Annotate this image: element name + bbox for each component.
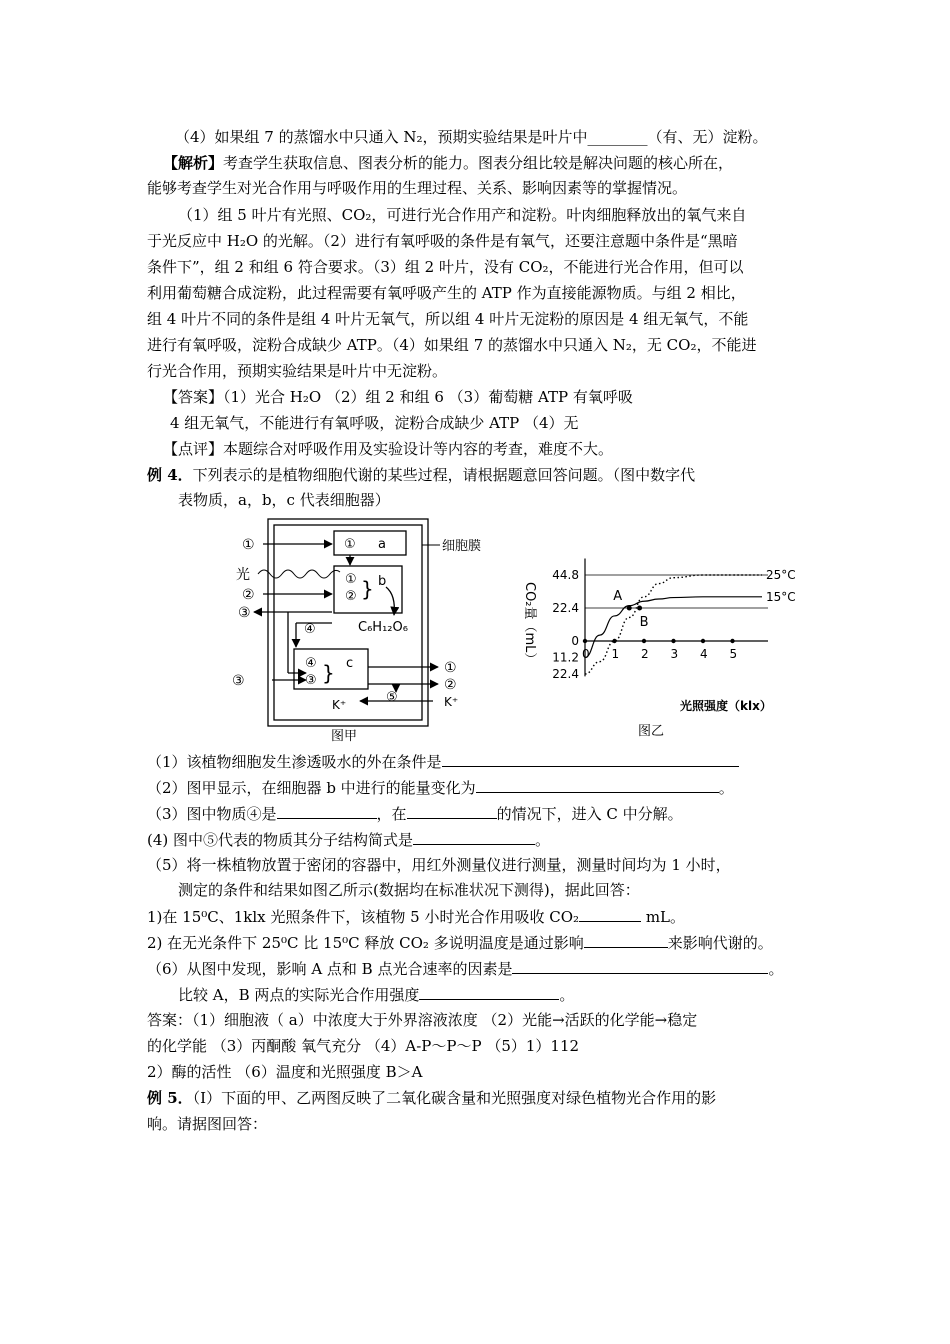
x-tick-label: 2 bbox=[641, 647, 649, 661]
q4-prev-line: （4）如果组 7 的蒸馏水中只通入 N₂，预期实验结果是叶片中________（有、无）淀粉。 bbox=[175, 128, 768, 146]
answer-blank-6a[interactable] bbox=[512, 958, 768, 974]
jia-label-a: a bbox=[378, 537, 386, 552]
series-label: 15°C bbox=[766, 589, 796, 604]
jia-m1-right: ① bbox=[444, 660, 457, 676]
example-4-line-1 bbox=[147, 465, 695, 485]
example-4-line-2: 表物质，a，b，c 代表细胞器） bbox=[178, 491, 390, 509]
question-5-sub-1-text: 1)在 15⁰C、1klx 光照条件下，该植物 5 小时光合作用吸收 CO₂ bbox=[147, 908, 580, 926]
x-tick-label: 3 bbox=[670, 647, 679, 661]
example-5-label: 例 5． bbox=[147, 1089, 193, 1107]
question-6-end-2: 。 bbox=[559, 986, 575, 1004]
jia-label-c: c bbox=[346, 656, 354, 671]
question-3-line bbox=[147, 803, 683, 824]
figure-jia bbox=[228, 515, 500, 745]
question-6-line-1 bbox=[147, 958, 784, 979]
x-tick-dot bbox=[642, 639, 646, 643]
jia-kplus-outside: K⁺ bbox=[444, 695, 459, 709]
series-label: 25°C bbox=[766, 568, 796, 582]
jia-m2-right: ② bbox=[444, 677, 457, 693]
jia-membrane-label: 细胞膜 bbox=[442, 539, 482, 554]
question-2-end: 。 bbox=[718, 779, 734, 797]
chart-xlabel: 光照强度（klx） bbox=[680, 699, 772, 713]
question-5-sub-2-text: 2) 在无光条件下 25⁰C 比 15⁰C 释放 CO₂ 多说明温度是通过影响 bbox=[147, 934, 584, 952]
question-6-text: （6）从图中发现，影响 A 点和 B 点光合速率的因素是 bbox=[147, 960, 513, 978]
answer-line-2: 4 组无氧气，不能进行有氧呼吸，淀粉合成缺少 ATP （4）无 bbox=[170, 414, 579, 432]
jia-m1-a: ① bbox=[344, 537, 356, 552]
question-5-line-1: （5）将一株植物放置于密闭的容器中，用红外测量仪进行测量，测量时间均为 1 小时， bbox=[147, 856, 731, 874]
jia-m1-b: ① bbox=[345, 572, 357, 587]
y-tick-label: 22.4 bbox=[552, 601, 579, 615]
analysis-p3: 条件下”，组 2 和组 6 符合要求。（3）组 2 叶片，没有 CO₂，不能进行光合作用，但可以 bbox=[147, 258, 744, 276]
jia-light-label: 光 bbox=[236, 567, 250, 583]
answer-4-line-1: 答案：（1）细胞液（ a）中浓度大于外界溶液浓度 （2）光能→活跃的化学能→稳定 bbox=[147, 1011, 698, 1029]
example-4-label: 例 4． bbox=[147, 466, 193, 484]
example-5-line-1 bbox=[147, 1088, 716, 1108]
question-2-line bbox=[147, 777, 734, 798]
review-line: 【点评】本题综合对呼吸作用及实验设计等内容的考查，难度不大。 bbox=[163, 440, 614, 458]
answer-blank-1[interactable] bbox=[442, 751, 739, 767]
example-4-text-1: 下列表示的是植物细胞代谢的某些过程，请根据题意回答问题。（图中数字代 bbox=[192, 466, 696, 484]
answer-blank-4[interactable] bbox=[413, 829, 535, 845]
analysis-p5: 组 4 叶片不同的条件是组 4 叶片无氧气，所以组 4 叶片无淀粉的原因是 4 组无氧气，不能 bbox=[147, 310, 749, 328]
analysis-p6: 进行有氧呼吸，淀粉合成缺少 ATP。（4）如果组 7 的蒸馏水中只通入 N₂，无 CO₂，不能进 bbox=[147, 336, 757, 354]
x-tick-dot bbox=[583, 639, 587, 643]
y-tick-label: 44.8 bbox=[552, 568, 579, 582]
x-tick-label: 0 bbox=[582, 647, 590, 661]
analysis-text-1: 考查学生获取信息、图表分析的能力。图表分组比较是解决问题的核心所在， bbox=[223, 154, 734, 172]
question-6-line-2 bbox=[178, 984, 574, 1005]
question-5-sub-2 bbox=[147, 932, 773, 953]
jia-m3-left: ③ bbox=[238, 605, 251, 621]
analysis-p7: 行光合作用，预期实验结果是叶片中无淀粉。 bbox=[147, 362, 448, 380]
jia-label-b: b bbox=[378, 574, 387, 589]
x-tick-dot bbox=[701, 639, 705, 643]
x-tick-dot bbox=[730, 639, 734, 643]
example-5-line-2: 响。请据图回答： bbox=[147, 1115, 268, 1133]
jia-brace-c: } bbox=[322, 661, 335, 685]
question-4-text: (4) 图中⑤代表的物质其分子结构简式是 bbox=[147, 831, 414, 849]
question-4-line bbox=[147, 829, 550, 850]
analysis-line-1 bbox=[163, 153, 733, 173]
answer-blank-5b[interactable] bbox=[584, 932, 668, 948]
chart-ylabel: CO₂量（mL） bbox=[522, 582, 537, 666]
jia-kplus-inside: K⁺ bbox=[332, 698, 347, 712]
analysis-label: 【解析】 bbox=[163, 154, 224, 172]
x-tick-label: 1 bbox=[611, 647, 620, 661]
question-4-end: 。 bbox=[535, 831, 551, 849]
analysis-line-2: 能够考查学生对光合作用与呼吸作用的生理过程、关系、影响因素等的掌握情况。 bbox=[147, 179, 688, 197]
question-1-text: （1）该植物细胞发生渗透吸水的外在条件是 bbox=[147, 753, 442, 771]
question-6-text-2: 比较 A，B 两点的实际光合作用强度 bbox=[178, 986, 420, 1004]
answer-line-1: 【答案】（1）光合 H₂O （2）组 2 和组 6 （3）葡萄糖 ATP 有氧呼吸 bbox=[163, 388, 633, 406]
answer-blank-2[interactable] bbox=[476, 777, 719, 793]
jia-m3-left-2: ③ bbox=[232, 673, 245, 689]
example-5-text-1: （Ⅰ）下面的甲、乙两图反映了二氧化碳含量和光照强度对绿色植物光合作用的影 bbox=[192, 1089, 717, 1107]
jia-m1-left: ① bbox=[242, 537, 255, 553]
analysis-p2: 于光反应中 H₂O 的光解。（2）进行有氧呼吸的条件是有氧气，还要注意题中条件是“黑暗 bbox=[147, 232, 738, 250]
jia-m2-b: ② bbox=[345, 589, 357, 604]
x-tick-dot bbox=[671, 639, 675, 643]
chart-title: 图乙 bbox=[638, 724, 665, 739]
answer-blank-5a[interactable] bbox=[579, 906, 641, 922]
question-1-line bbox=[147, 751, 739, 772]
jia-caption: 图甲 bbox=[331, 729, 358, 744]
jia-m4-c: ④ bbox=[305, 656, 317, 671]
point-label-A: A bbox=[613, 589, 623, 604]
x-tick-label: 5 bbox=[729, 647, 738, 661]
jia-m5: ⑤ bbox=[386, 690, 398, 705]
point-A bbox=[627, 606, 632, 611]
question-5-line-2: 测定的条件和结果如图乙所示(数据均在标准状况下测得)，据此回答： bbox=[178, 881, 640, 899]
question-3-end: 的情况下，进入 C 中分解。 bbox=[496, 805, 683, 823]
question-3-mid: ，在 bbox=[376, 805, 407, 823]
y-tick-label: 0 bbox=[571, 634, 579, 648]
question-5-sub-1 bbox=[147, 906, 685, 927]
question-5-sub-2-end: 来影响代谢的。 bbox=[667, 934, 773, 952]
analysis-p1: （1）组 5 叶片有光照、CO₂，可进行光合作用产和淀粉。叶肉细胞释放出的氧气来自 bbox=[178, 206, 747, 224]
answer-4-line-2: 的化学能 （3）丙酮酸 氧气充分 （4）A-P～P～P （5）1）112 bbox=[147, 1037, 580, 1055]
jia-m4-top: ④ bbox=[304, 622, 316, 637]
question-5-sub-1-end: mL。 bbox=[641, 908, 685, 926]
jia-m3-c: ③ bbox=[305, 673, 317, 688]
answer-blank-6b[interactable] bbox=[419, 984, 559, 1000]
jia-m2-left: ② bbox=[242, 587, 255, 603]
answer-blank-3b[interactable] bbox=[407, 803, 497, 819]
y-tick-label: 11.2 bbox=[552, 650, 579, 665]
answer-blank-3a[interactable] bbox=[277, 803, 377, 819]
x-tick-label: 4 bbox=[700, 647, 708, 661]
point-B bbox=[637, 606, 642, 611]
jia-brace-b: } bbox=[361, 577, 374, 601]
question-3-text: （3）图中物质④是 bbox=[147, 805, 277, 823]
question-2-text: （2）图甲显示，在细胞器 b 中进行的能量变化为 bbox=[147, 779, 476, 797]
jia-glucose: C₆H₁₂O₆ bbox=[358, 620, 408, 635]
analysis-p4: 利用葡萄糖合成淀粉，此过程需要有氧呼吸产生的 ATP 作为直接能源物质。与组 2 相比， bbox=[147, 284, 746, 302]
y-tick-label: 22.4 bbox=[552, 667, 579, 681]
question-6-end: 。 bbox=[768, 960, 784, 978]
answer-4-line-3: 2）酶的活性 （6）温度和光照强度 B＞A bbox=[147, 1063, 423, 1081]
figure-yi-chart bbox=[510, 530, 800, 740]
point-label-B: B bbox=[639, 615, 649, 630]
